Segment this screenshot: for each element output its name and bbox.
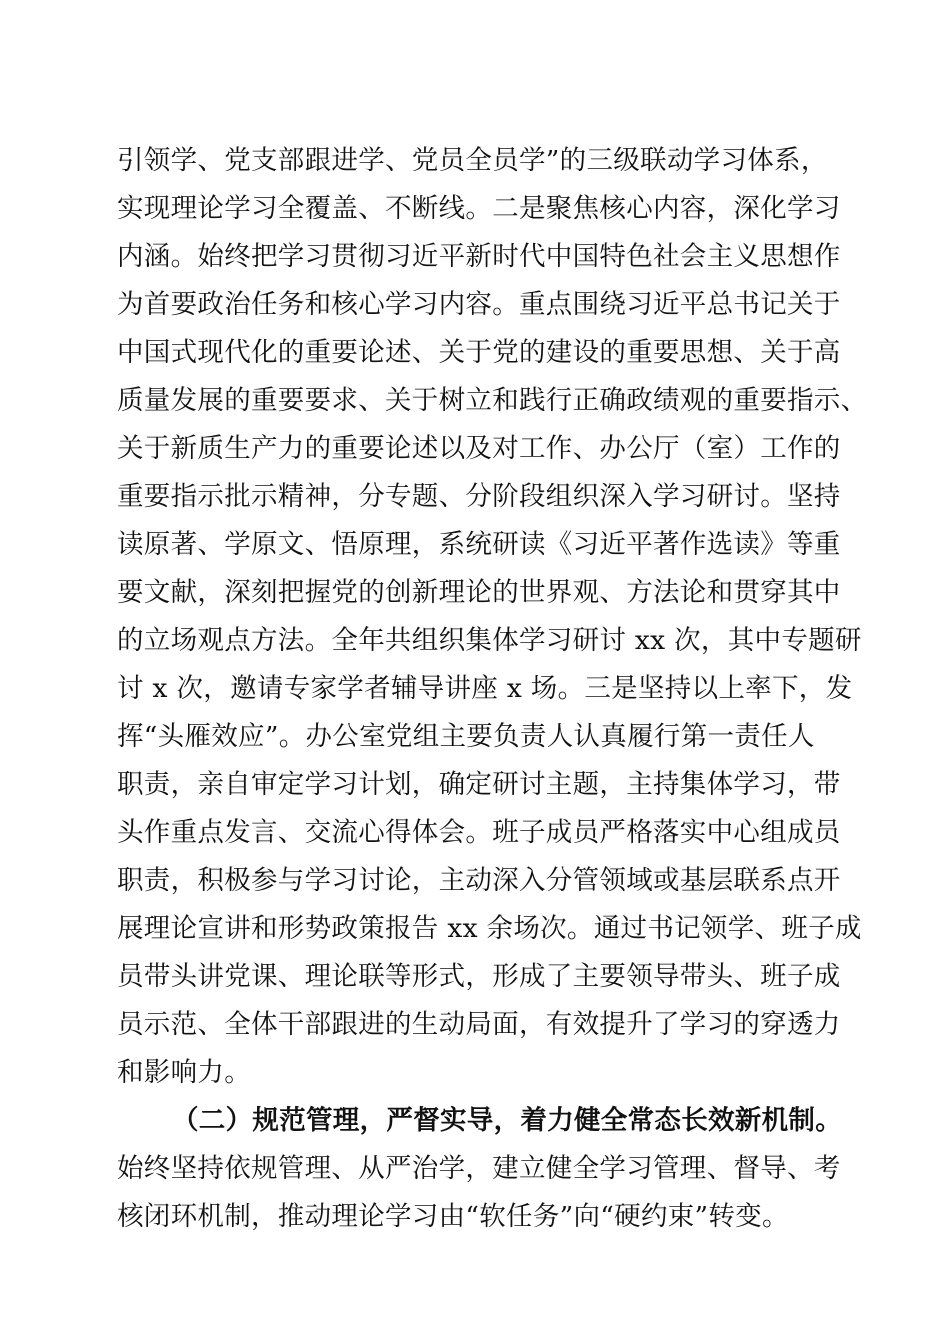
body-line: 员带头讲党课、理论联等形式，形成了主要领导带头、班子成 — [117, 961, 841, 992]
section-heading: （二）规范管理，严督实导，着力健全常态长效新机制。 — [172, 1105, 842, 1136]
body-line: 引领学、党支部跟进学、党员全员学”的三级联动学习体系， — [117, 145, 828, 176]
body-line: 和影响力。 — [117, 1057, 251, 1088]
section-line: 始终坚持依规管理、从严治学，建立健全学习管理、督导、考 — [117, 1153, 841, 1184]
body-line: 为首要政治任务和核心学习内容。重点围绕习近平总书记关于 — [117, 289, 841, 320]
body-line: 重要指示批示精神，分专题、分阶段组织深入学习研讨。坚持 — [117, 481, 841, 512]
body-line: 挥“头雁效应”。办公室党组主要负责人认真履行第一责任人 — [117, 721, 815, 752]
body-line: 关于新质生产力的重要论述以及对工作、办公厅（室）工作的 — [117, 433, 841, 464]
body-line: 要文献，深刻把握党的创新理论的世界观、方法论和贯穿其中 — [117, 577, 841, 608]
body-line: 中国式现代化的重要论述、关于党的建设的重要思想、关于高 — [117, 337, 841, 368]
body-line: 的立场观点方法。全年共组织集体学习研讨 xx 次，其中专题研 — [117, 625, 862, 656]
section-line: 核闭环机制，推动理论学习由“软任务”向“硬约束”转变。 — [117, 1201, 789, 1232]
body-line: 内涵。始终把学习贯彻习近平新时代中国特色社会主义思想作 — [117, 241, 841, 272]
body-line: 质量发展的重要要求、关于树立和践行正确政绩观的重要指示、 — [117, 385, 868, 416]
body-line: 实现理论学习全覆盖、不断线。二是聚焦核心内容，深化学习 — [117, 193, 841, 224]
body-line: 讨 x 次，邀请专家学者辅导讲座 x 场。三是坚持以上率下，发 — [117, 673, 853, 704]
body-line: 职责，亲自审定学习计划，确定研讨主题，主持集体学习，带 — [117, 769, 841, 800]
body-line: 员示范、全体干部跟进的生动局面，有效提升了学习的穿透力 — [117, 1009, 841, 1040]
body-line: 展理论宣讲和形势政策报告 xx 余场次。通过书记领学、班子成 — [117, 913, 862, 944]
body-line: 职责，积极参与学习讨论，主动深入分管领域或基层联系点开 — [117, 865, 841, 896]
body-line: 头作重点发言、交流心得体会。班子成员严格落实中心组成员 — [117, 817, 841, 848]
body-line: 读原著、学原文、悟原理，系统研读《习近平著作选读》等重 — [117, 529, 841, 560]
